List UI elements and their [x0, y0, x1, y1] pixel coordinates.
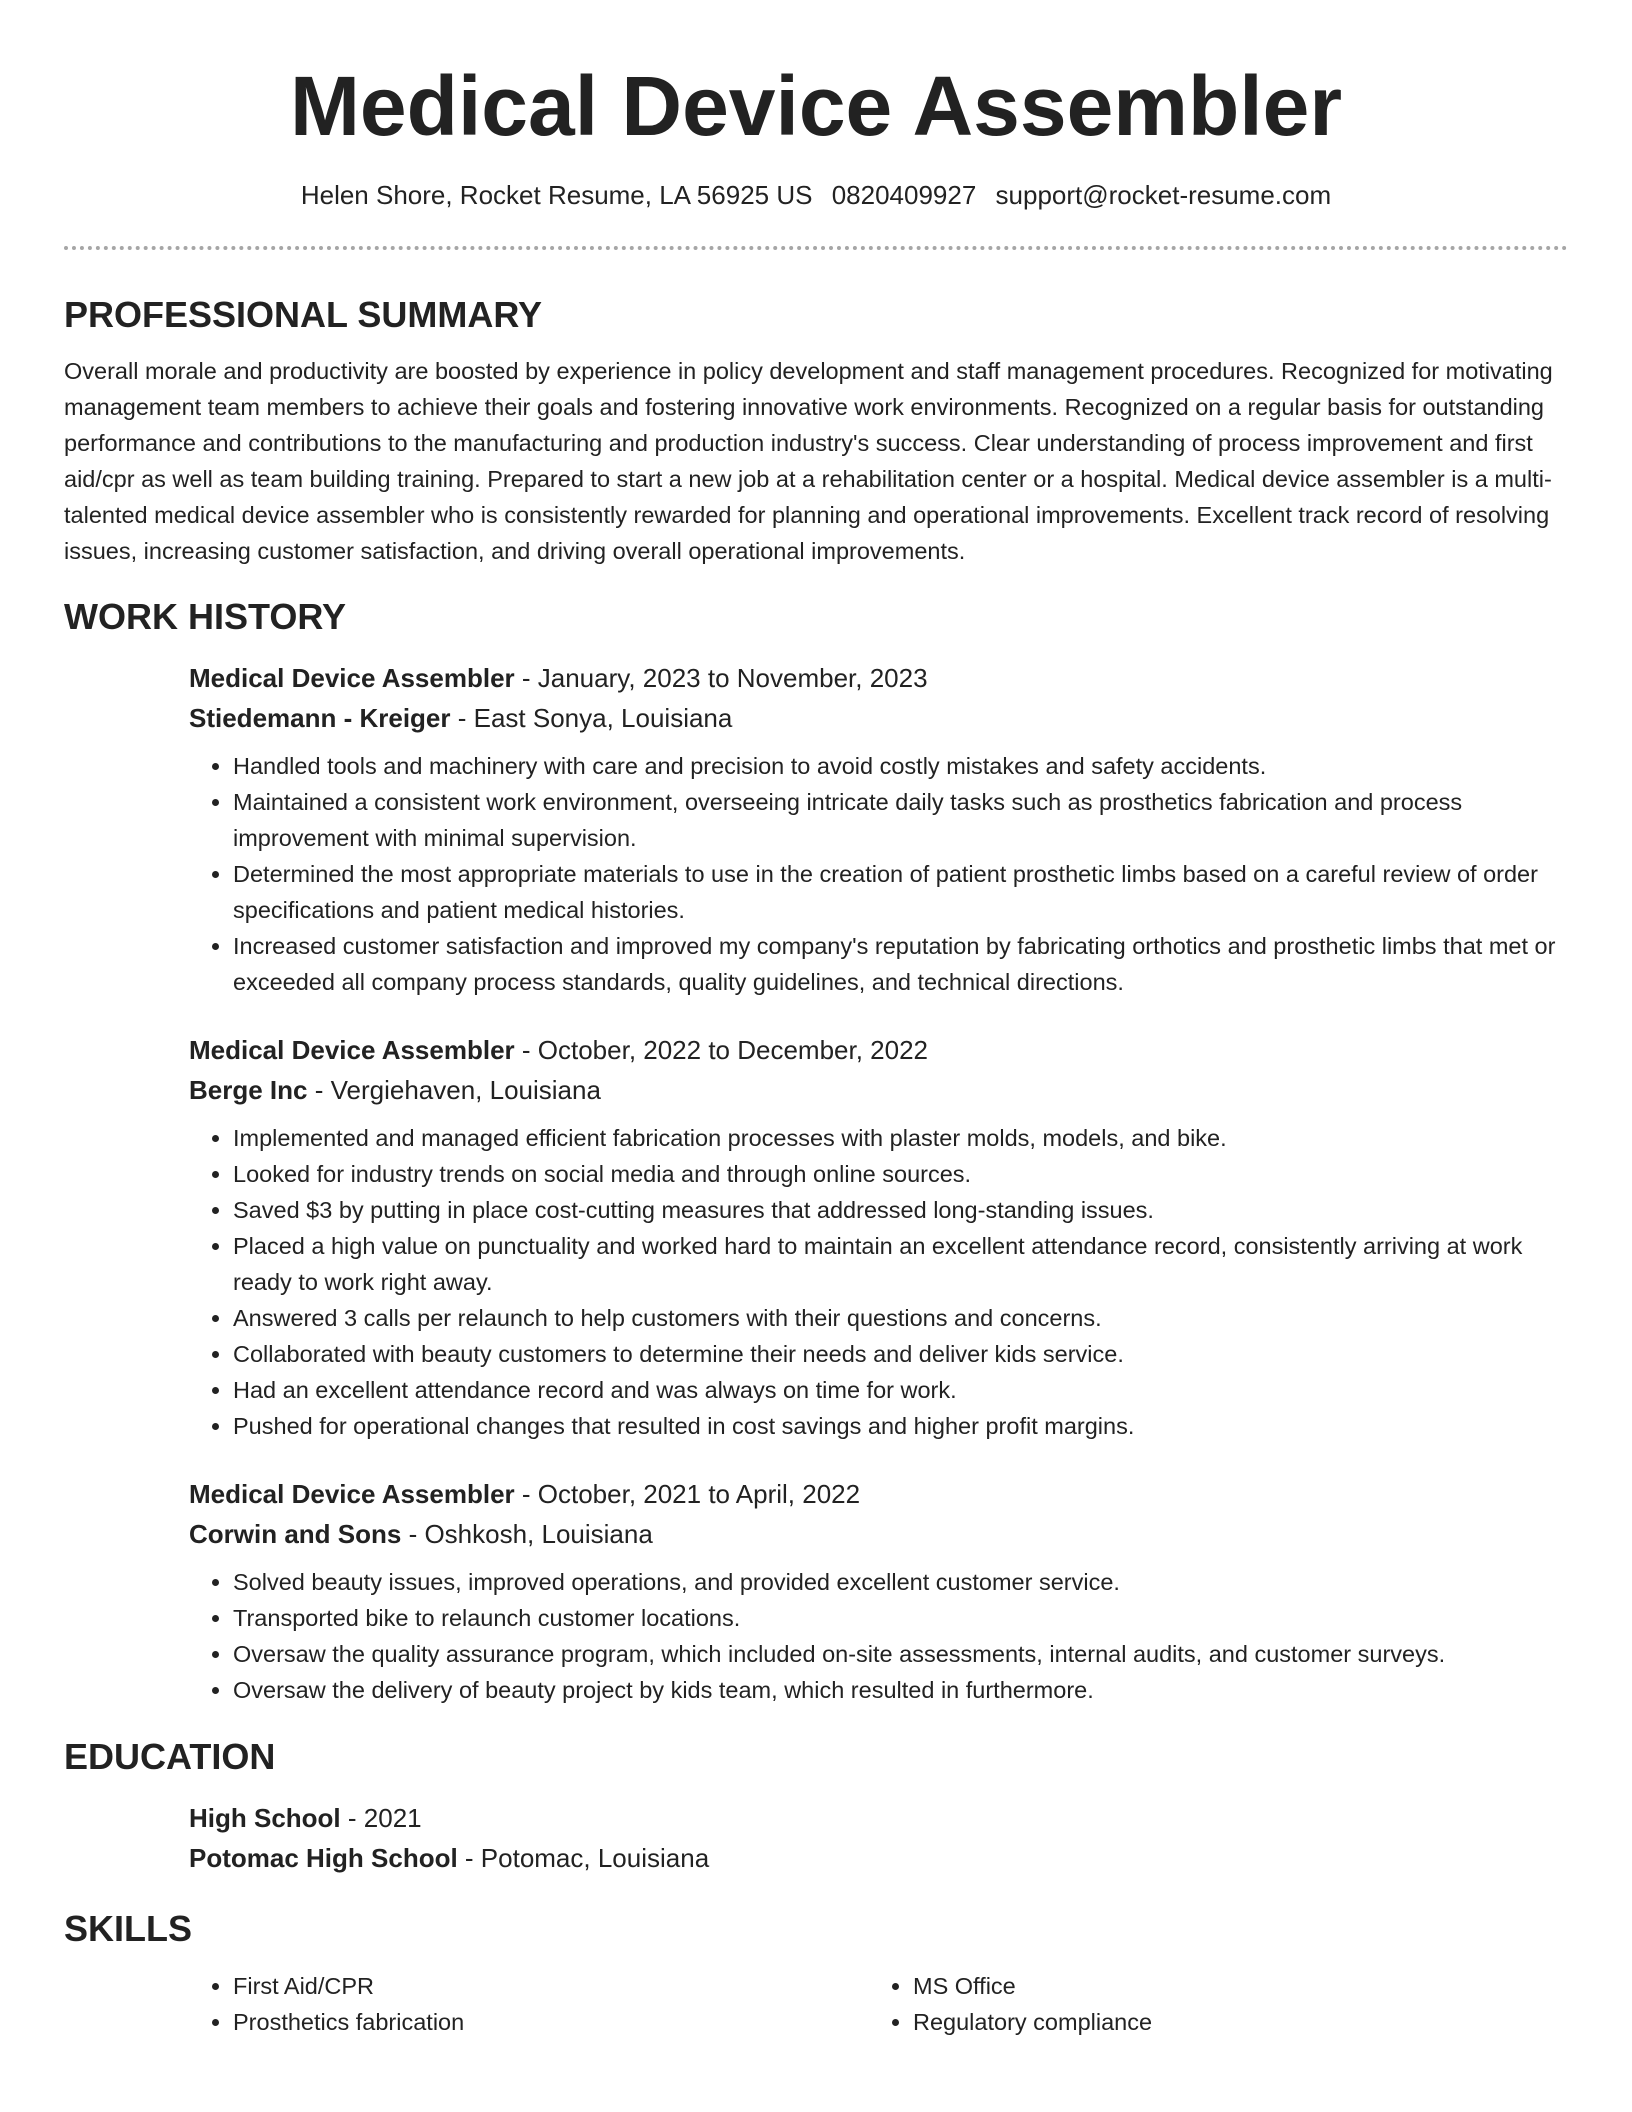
- education-school-line: [189, 1838, 1568, 1878]
- resume-title: Medical Device Assembler: [289, 59, 1343, 153]
- job-company-line: [189, 1070, 1568, 1110]
- job-company-line: [189, 1514, 1568, 1554]
- list-item: • Implemented and managed efficient fabrication processes with plaster molds, models, and bike.: [233, 1120, 1568, 1156]
- skill-item: • Regulatory compliance: [913, 2004, 1549, 2040]
- skill-item: • First Aid/CPR: [233, 1968, 869, 2004]
- list-item: • Pushed for operational changes that resulted in cost savings and higher profit margins.: [233, 1408, 1568, 1444]
- job-role: Medical Device Assembler: [189, 663, 515, 693]
- education-location: - Potomac, Louisiana: [457, 1843, 710, 1873]
- list-item: • Transported bike to relaunch customer locations.: [233, 1600, 1568, 1636]
- job-role: Medical Device Assembler: [189, 1479, 515, 1509]
- skills-column-left: [189, 1968, 869, 2040]
- header-divider: [64, 246, 1568, 250]
- resume-page: [64, 0, 1568, 2040]
- job-entry: [189, 1474, 1568, 1708]
- job-location: - East Sonya, Louisiana: [450, 703, 733, 733]
- skills-heading: SKILLS: [64, 1908, 193, 1949]
- job-company: Stiedemann - Kreiger: [189, 703, 451, 733]
- job-dates: - January, 2023 to November, 2023: [514, 663, 928, 693]
- education-entry: [189, 1798, 1568, 1878]
- education-degree: High School: [189, 1803, 341, 1833]
- list-item: • Maintained a consistent work environment, overseeing intricate daily tasks such as prosthetics fabrication and process improvement with minimal supervision.: [233, 784, 1568, 856]
- list-item: • Oversaw the quality assurance program, which included on-site assessments, internal audits, and customer surveys.: [233, 1636, 1568, 1672]
- education-degree-line: [189, 1798, 1568, 1838]
- list-item: • Oversaw the delivery of beauty project by kids team, which resulted in furthermore.: [233, 1672, 1568, 1708]
- job-bullets: [189, 1564, 1568, 1708]
- list-item: • Answered 3 calls per relaunch to help customers with their questions and concerns.: [233, 1300, 1568, 1336]
- skills-list: [189, 1968, 1568, 2040]
- job-company: Berge Inc: [189, 1075, 308, 1105]
- job-location: - Oshkosh, Louisiana: [401, 1519, 653, 1549]
- list-item: • Collaborated with beauty customers to determine their needs and deliver kids service.: [233, 1336, 1568, 1372]
- job-company-line: [189, 698, 1568, 738]
- job-title-line: [189, 1030, 1568, 1070]
- work-history-heading: WORK HISTORY: [64, 596, 347, 637]
- list-item: • Looked for industry trends on social media and through online sources.: [233, 1156, 1568, 1192]
- education-heading: EDUCATION: [64, 1736, 276, 1777]
- summary-text: Overall morale and productivity are boosted by experience in policy development and staff management procedures. Recognized for motivating management team members to achieve their goals and fostering innovative work environments. Recognized on a regular basis for outstanding performance and contributions to the manufacturing and production industry's success. Clear understanding of process improvement and first aid/cpr as well as team building training. Prepared to start a new job at a rehabilitation center or a hospital. Medical device assembler is a multi-talented medical device assembler who is consistently rewarded for planning and operational improvements. Excellent track record of resolving issues, increasing customer satisfaction, and driving overall operational improvements.: [64, 358, 1553, 564]
- summary-heading: PROFESSIONAL SUMMARY: [64, 294, 543, 335]
- job-company: Corwin and Sons: [189, 1519, 402, 1549]
- list-item: • Placed a high value on punctuality and worked hard to maintain an excellent attendance record, consistently arriving at work ready to work right away.: [233, 1228, 1568, 1300]
- contact-line: [64, 178, 1568, 212]
- contact-address: Helen Shore, Rocket Resume, LA 56925 US: [300, 180, 813, 210]
- job-entry: [189, 1030, 1568, 1444]
- job-entry: [189, 658, 1568, 1000]
- list-item: • Had an excellent attendance record and was always on time for work.: [233, 1372, 1568, 1408]
- skill-item: • Prosthetics fabrication: [233, 2004, 869, 2040]
- contact-phone: 0820409927: [831, 180, 977, 210]
- skill-item: • MS Office: [913, 1968, 1549, 2004]
- job-bullets: [189, 1120, 1568, 1444]
- skills-column-right: [869, 1968, 1549, 2040]
- list-item: • Increased customer satisfaction and improved my company's reputation by fabricating orthotics and prosthetic limbs that met or exceeded all company process standards, quality guidelines, and technical directions.: [233, 928, 1568, 1000]
- education-year: - 2021: [340, 1803, 422, 1833]
- job-role: Medical Device Assembler: [189, 1035, 515, 1065]
- list-item: • Solved beauty issues, improved operations, and provided excellent customer service.: [233, 1564, 1568, 1600]
- contact-email[interactable]: support@rocket-resume.com: [995, 180, 1332, 210]
- job-title-line: [189, 1474, 1568, 1514]
- education-school: Potomac High School: [189, 1843, 458, 1873]
- job-title-line: [189, 658, 1568, 698]
- list-item: • Saved $3 by putting in place cost-cutting measures that addressed long-standing issues.: [233, 1192, 1568, 1228]
- job-location: - Vergiehaven, Louisiana: [307, 1075, 601, 1105]
- job-bullets: [189, 748, 1568, 1000]
- list-item: • Determined the most appropriate materials to use in the creation of patient prosthetic limbs based on a careful review of order specifications and patient medical histories.: [233, 856, 1568, 928]
- list-item: • Handled tools and machinery with care and precision to avoid costly mistakes and safety accidents.: [233, 748, 1568, 784]
- job-dates: - October, 2021 to April, 2022: [514, 1479, 861, 1509]
- job-dates: - October, 2022 to December, 2022: [514, 1035, 929, 1065]
